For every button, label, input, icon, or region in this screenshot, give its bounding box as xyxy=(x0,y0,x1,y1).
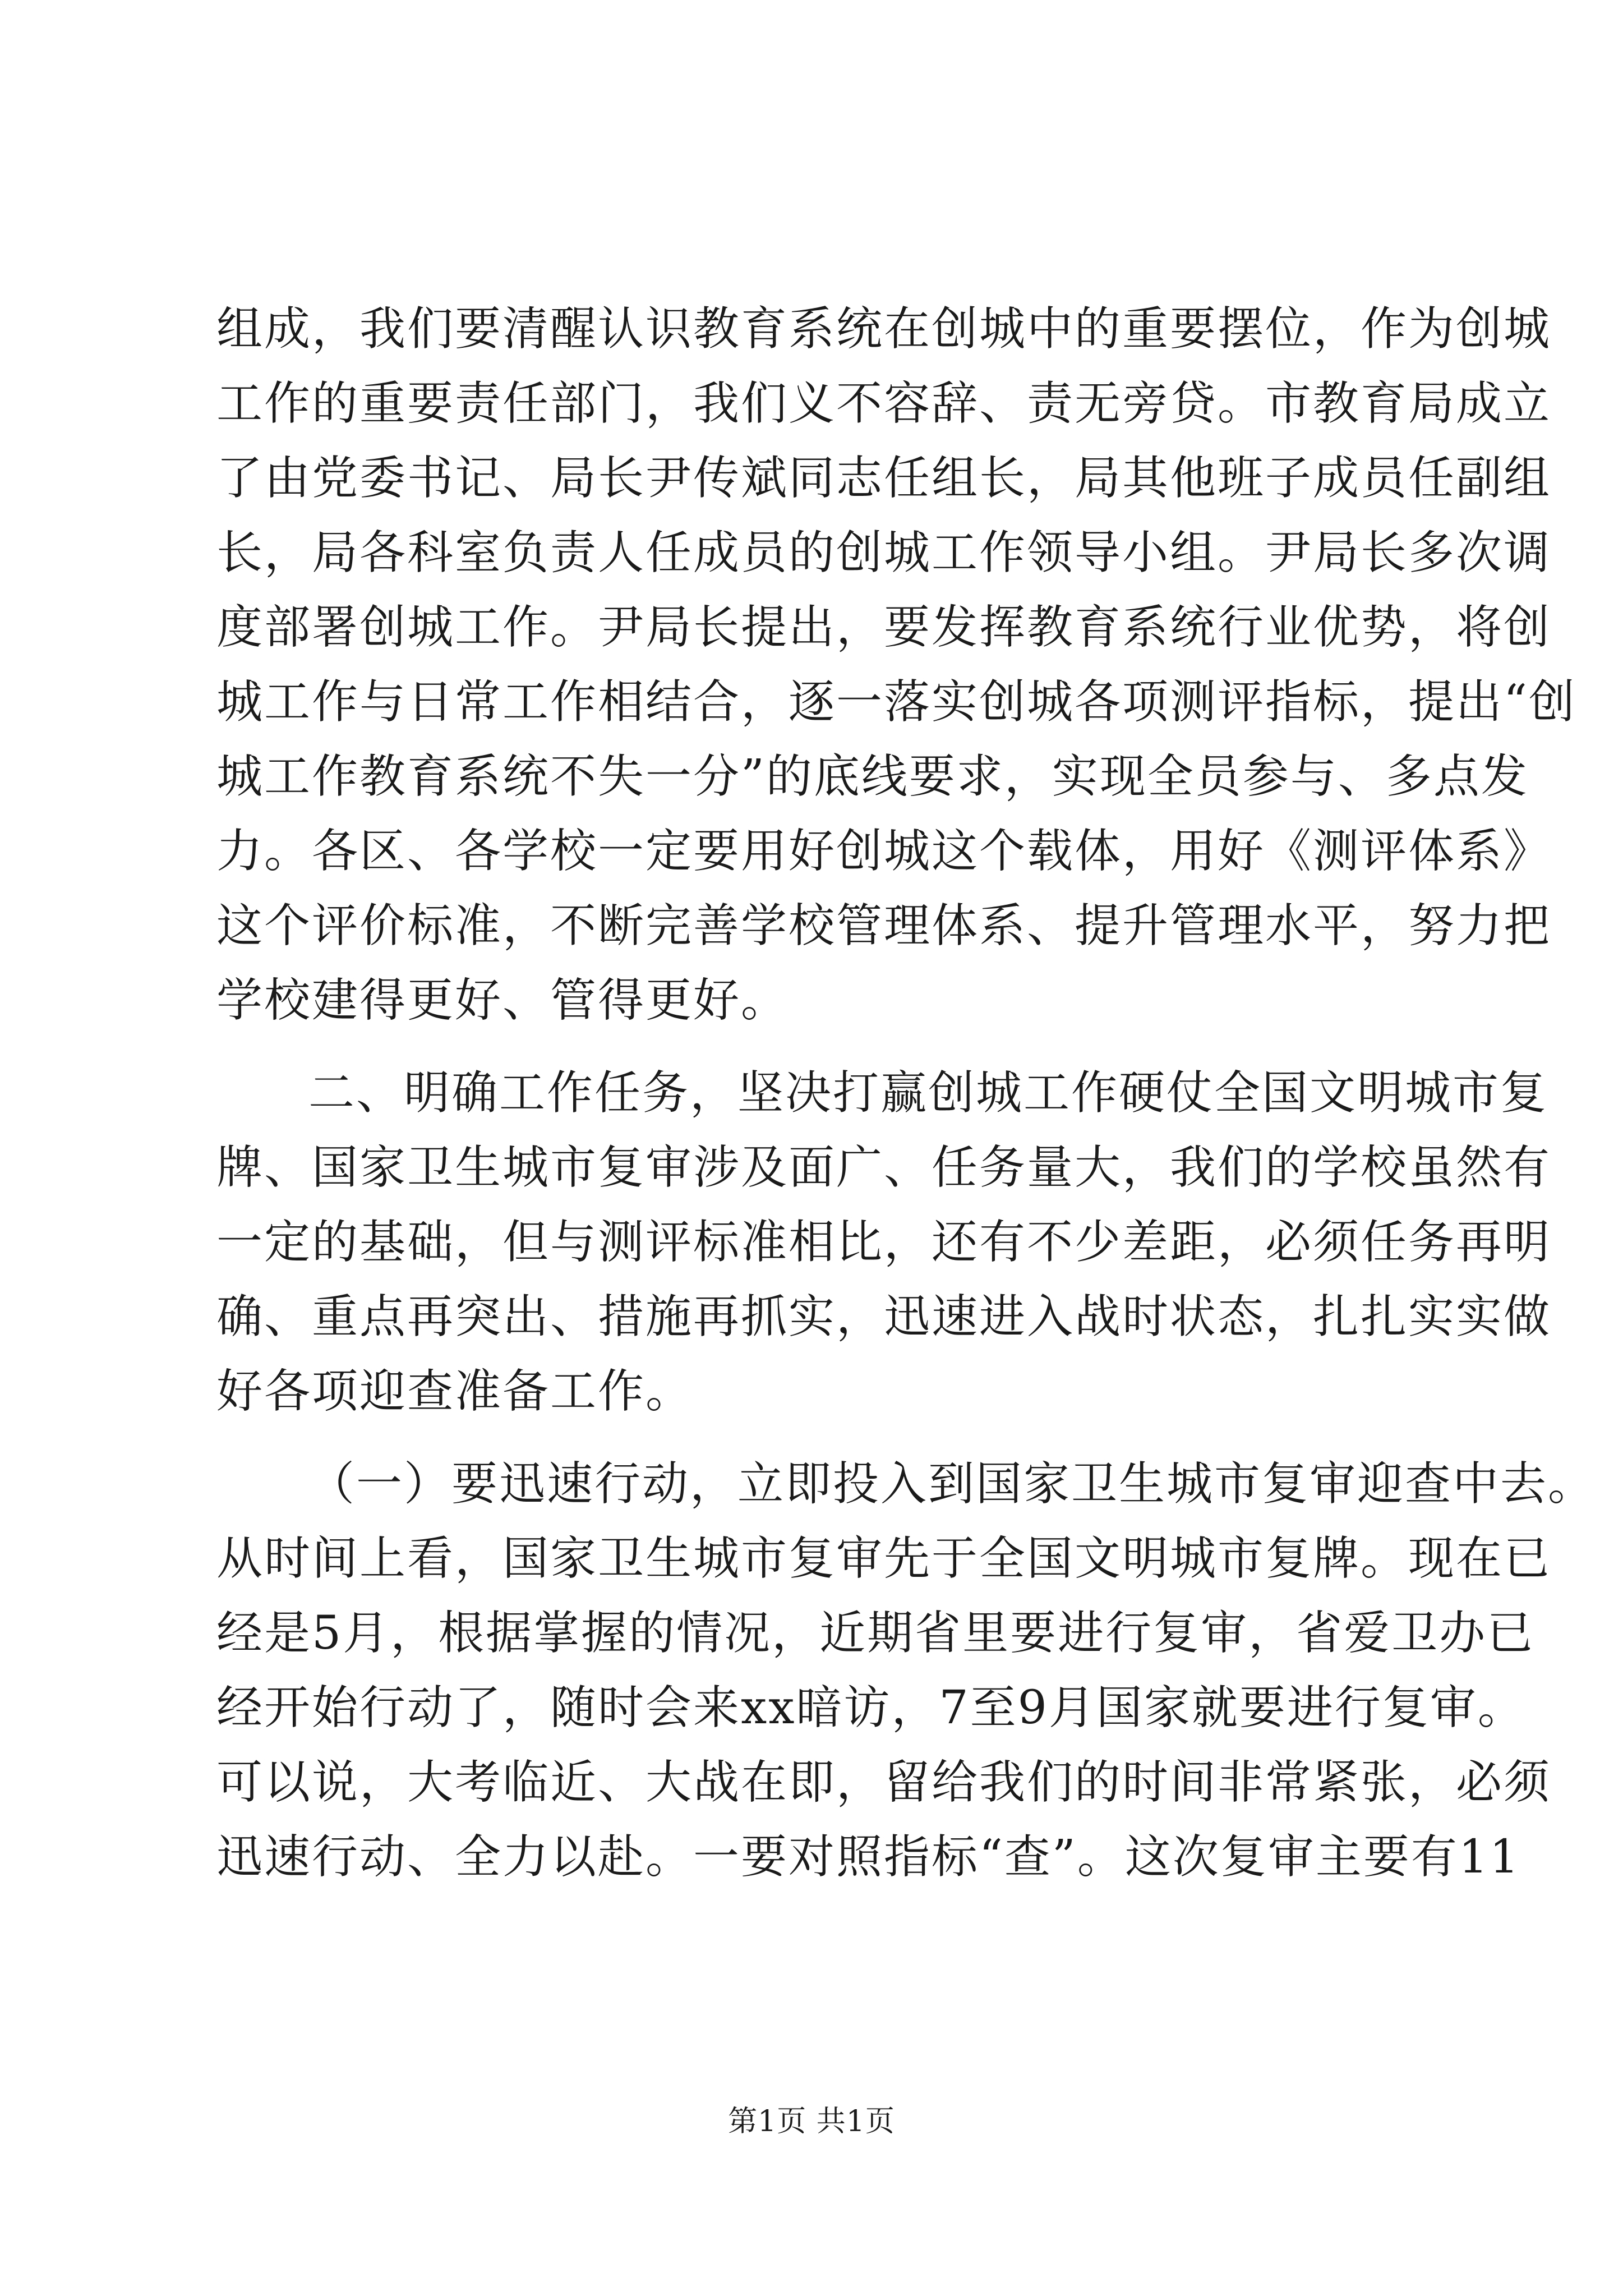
paragraph-2 xyxy=(216,1056,1552,1429)
text-line: 确、重点再突出、措施再抓实，迅速进入战时状态，扎扎实实做 xyxy=(216,1290,1552,1343)
paragraph-gap xyxy=(216,1429,1431,1447)
text-line: 牌、国家卫生城市复审涉及面广、任务量大，我们的学校虽然有 xyxy=(216,1141,1552,1194)
text-line: 从时间上看，国家卫生城市复审先于全国文明城市复牌。现在已 xyxy=(216,1532,1552,1585)
text-line: 城工作教育系统不失一分”的底线要求，实现全员参与、多点发 xyxy=(216,750,1529,803)
text-line: 组成，我们要清醒认识教育系统在创城中的重要摆位，作为创城 xyxy=(216,302,1552,356)
text-line: 了由党委书记、局长尹传斌同志任组长，局其他班子成员任副组 xyxy=(216,452,1552,505)
document-body xyxy=(216,292,1596,1894)
text-line: 学校建得更好、管得更好。 xyxy=(216,974,789,1027)
text-line: 力。各区、各学校一定要用好创城这个载体，用好《测评体系》 xyxy=(216,825,1552,878)
paragraph-gap xyxy=(216,1038,1431,1056)
text-line: 长，局各科室负责人任成员的创城工作领导小组。尹局长多次调 xyxy=(216,526,1552,579)
paragraph-3 xyxy=(216,1447,1596,1894)
text-line: 一定的基础，但与测评标准相比，还有不少差距，必须任务再明 xyxy=(216,1216,1552,1269)
text-line: 城工作与日常工作相结合，逐一落实创城各项测评指标，提出“创 xyxy=(216,675,1576,729)
text-line: 二、明确工作任务，坚决打赢创城工作硬仗全国文明城市复 xyxy=(308,1066,1548,1120)
page-footer xyxy=(0,2102,1623,2141)
text-line: 度部署创城工作。尹局长提出，要发挥教育系统行业优势，将创 xyxy=(216,601,1552,654)
text-line: 可以说，大考临近、大战在即，留给我们的时间非常紧张，必须 xyxy=(216,1756,1552,1809)
text-line: 经开始行动了，随时会来xx暗访，7至9月国家就要进行复审。 xyxy=(216,1681,1525,1734)
text-line: 好各项迎查准备工作。 xyxy=(216,1365,694,1418)
page-number-label: 第1页 共1页 xyxy=(728,2105,895,2138)
paragraph-1 xyxy=(216,292,1576,1038)
text-line: （一）要迅速行动，立即投入到国家卫生城市复审迎查中去。 xyxy=(308,1457,1596,1511)
text-line: 迅速行动、全力以赴。一要对照指标“查”。这次复审主要有11 xyxy=(216,1830,1521,1884)
text-line: 这个评价标准，不断完善学校管理体系、提升管理水平，努力把 xyxy=(216,899,1552,953)
text-line: 工作的重要责任部门，我们义不容辞、责无旁贷。市教育局成立 xyxy=(216,377,1552,430)
text-line: 经是5月，根据掌握的情况，近期省里要进行复审，省爱卫办已 xyxy=(216,1607,1535,1660)
